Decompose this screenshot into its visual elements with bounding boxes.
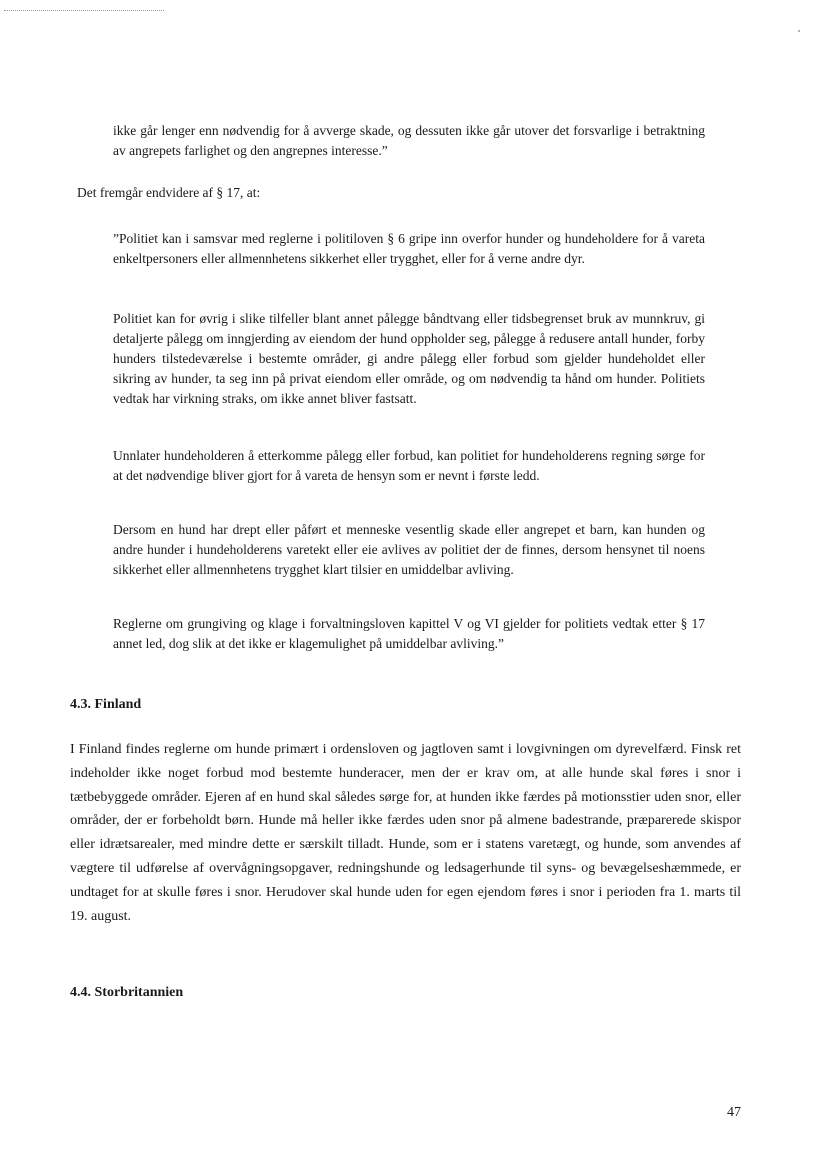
scan-artifact-dots <box>4 10 164 11</box>
section-heading-finland: 4.3. Finland <box>70 697 142 712</box>
quote-paragraph-3: Unnlater hundeholderen å etterkomme pålegg eller forbud, kan politiet for hundeholderens regning sørge for at det nødvendige bliver gjort for å vareta de hensyn som er nevnt i første ledd. <box>113 448 705 483</box>
quote-paragraph-1: ”Politiet kan i samsvar med reglerne i politiloven § 6 gripe inn overfor hunder og hundeholdere for å vareta enkeltpersoners eller allmennhetens sikkerhet eller trygghet, eller for å verne andre dyr. <box>113 231 705 266</box>
section-heading-storbritannien: 4.4. Storbritannien <box>70 985 184 1000</box>
finland-paragraph: I Finland findes reglerne om hunde primært i ordensloven og jagtloven samt i lovgivningen om dyrevelfærd. Finsk ret indeholder ikke noget forbud mod bestemte hunderacer, men der er krav om, at alle hunde skal føres i snor i tætbebyggede områder. Ejeren af en hund skal således sørge for, at hunden ikke færdes på motionsstier uden snor, eller områder, der er forbeholdt børn. Hunde må heller ikke færdes uden snor på almene badestrande, præparerede skispor eller idrætsarealer, med mindre dette er særskilt tilladt. Hunde, som er i statens varetægt, og hunde, som anvendes af vægtere til udførelse af overvågningsopgaver, redningshunde og ledsagerhunde til syns- og bevægelseshæmmede, er undtaget for at skulle føres i snor. Herudover skal hunde uden for egen ejendom føres i snor i perioden fra 1. marts til 19. august. <box>70 742 741 924</box>
quote-end-paragraph: ikke går lenger enn nødvendig for å avverge skade, og dessuten ikke går utover det forsvarlige i betraktning av angrepets farlighet og den angrepnes interesse.” <box>113 123 705 158</box>
quote-paragraph-2: Politiet kan for øvrig i slike tilfeller blant annet pålegge båndtvang eller tidsbegrenset bruk av munnkruv, gi detaljerte pålegg om inngjerding av eiendom der hund oppholder seg, pålegge å redusere antall hunder, forby hunders tilstedeværelse i bestemte områder, gi andre pålegg eller forbud som gjelder hundeholdet eller sikring av hunder, ta seg inn på privat eiendom eller område, og om nødvendig ta hånd om hunder. Politiets vedtak har virkning straks, om ikke annet bliver fastsatt. <box>113 311 705 406</box>
quote-paragraph-5: Reglerne om grungiving og klage i forvaltningsloven kapittel V og VI gjelder for politiets vedtak etter § 17 annet led, dog slik at det ikke er klagemulighet på umiddelbar avliving.” <box>113 616 705 651</box>
page-number: 47 <box>727 1105 741 1120</box>
lead-in-paragraph: Det fremgår endvidere af § 17, at: <box>77 185 261 200</box>
quote-paragraph-4: Dersom en hund har drept eller påført et menneske vesentlig skade eller angrepet et barn, kan hunden og andre hunder i hundeholderens varetekt eller eie avlives av politiet der de finnes, dersom hensynet til noens sikkerhet eller allmennhetens trygghet klart tilsier en umiddelbar avliving. <box>113 522 705 577</box>
scan-artifact-mark <box>798 30 800 32</box>
